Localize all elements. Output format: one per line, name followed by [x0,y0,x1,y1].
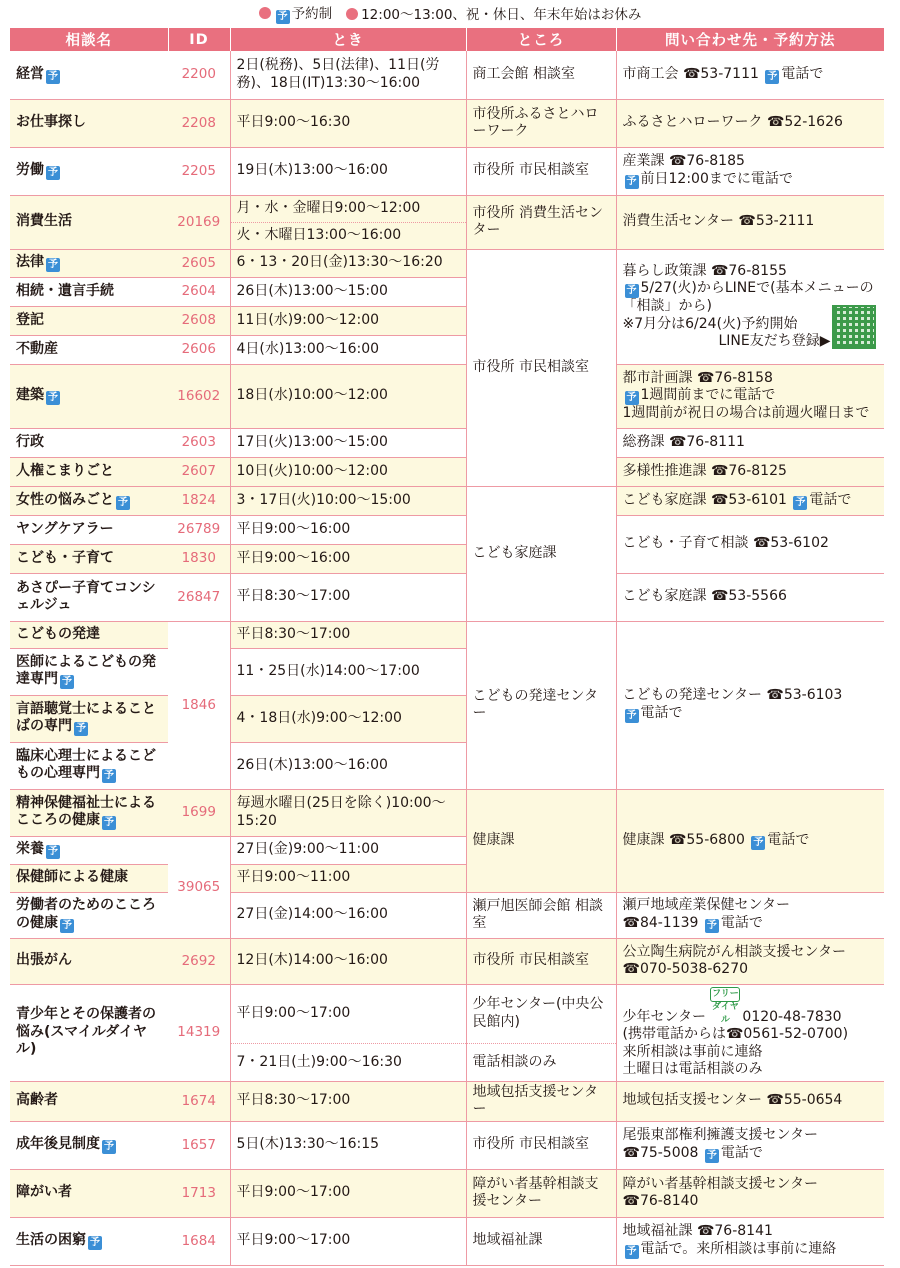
row-time: 平日8:30〜17:00 [230,1081,466,1121]
row-contact: 瀬戸地域産業保健センター ☎84-1139 予 電話で [616,892,884,938]
row-id: 2200 [168,51,230,99]
row-id: 1674 [168,1081,230,1121]
qr-code-icon[interactable] [832,305,876,349]
header-place: ところ [466,28,616,51]
table-row [10,249,884,277]
row-contact: 地域包括支援センター ☎55-0654 [616,1081,884,1121]
row-name: 出張がん [10,938,168,984]
table-row [10,99,884,147]
row-id: 2208 [168,99,230,147]
header-contact: 問い合わせ先・予約方法 [616,28,884,51]
reserve-icon: 予 [48,167,58,178]
row-id: 1684 [168,1217,230,1265]
row-time: 平日9:00〜16:00 [230,544,466,573]
row-time: 18日(水)10:00〜12:00 [230,364,466,428]
row-id: 2692 [168,938,230,984]
reserve-icon: 予 [104,817,114,829]
row-contact: 尾張東部権利擁護支援センター ☎75-5008 予 電話で [616,1121,884,1169]
row-name: 女性の悩みごと 予 [10,486,168,515]
reserve-icon: 予 [90,1237,100,1248]
table-row [10,364,884,428]
table-row [10,1217,884,1265]
row-place: 市役所 市民相談室 [466,1121,616,1169]
table-row [10,789,884,836]
row-place: 商工会館 相談室 [466,51,616,99]
table-row [10,457,884,486]
row-place: 市役所 消費生活センター [466,195,616,249]
row-name: こども・子育て [10,544,168,573]
row-name: 相続・遺言手続 [10,277,168,306]
row-time: 平日8:30〜17:00 [230,573,466,621]
row-contact: 都市計画課 ☎76-8158 予 1週間前までに電話で 1週間前が祝日の場合は前週火曜日まで [616,364,884,428]
row-time: 27日(金)14:00〜16:00 [230,892,466,938]
reserve-icon: 予 [706,1149,717,1161]
row-id: 1824 [168,486,230,515]
row-time: 3・17日(火)10:00〜15:00 [230,486,466,515]
row-time: 平日9:00〜17:00 [230,1217,466,1265]
row-time: 17日(火)13:00〜15:00 [230,428,466,457]
header-name: 相談名 [10,28,168,51]
reserve-icon: 予 [767,70,778,82]
row-contact: 総務課 ☎76-8111 [616,428,884,457]
row-time: 11日(水)9:00〜12:00 [230,306,466,335]
row-name: 成年後見制度 予 [10,1121,168,1169]
reserve-icon: 予 [753,836,764,848]
row-name: 労働 予 [10,147,168,195]
reserve-icon: 予 [104,770,114,782]
legend-hours: 12:00〜13:00、祝・休日、年末年始はお休み [346,3,641,23]
dot-icon [346,8,358,20]
row-time: 平日9:00〜16:30 [230,99,466,147]
row-time: 26日(木)13:00〜16:00 [230,742,466,789]
row-id: 2603 [168,428,230,457]
reserve-icon: 予 [62,676,72,688]
row-place: 市役所 市民相談室 [466,249,616,486]
row-name: 言語聴覚士によることばの専門 予 [10,695,168,742]
row-name: 栄養 予 [10,836,168,864]
reserve-icon: 予 [626,175,637,187]
row-contact: 市商工会 ☎53-7111 予 電話で [616,51,884,99]
row-contact: 多様性推進課 ☎76-8125 [616,457,884,486]
row-contact: こどもの発達センター ☎53-6103 予 電話で [616,621,884,789]
table-row [10,51,884,99]
consultation-table [10,28,884,1266]
row-time: 2日(税務)、5日(法律)、11日(労務)、18日(IT)13:30〜16:00 [230,51,466,99]
row-name: 保健師による健康 [10,864,168,892]
reserve-icon: 予 [104,1141,114,1152]
header-time: とき [230,28,466,51]
legend [0,0,900,26]
table-row [10,1121,884,1169]
row-time: 7・21日(土)9:00〜16:30 [230,1044,466,1081]
row-time: 4日(水)13:00〜16:00 [230,335,466,364]
reserve-icon: 予 [626,1245,637,1257]
table-row [10,938,884,984]
row-name: 障がい者 [10,1169,168,1217]
row-id: 2205 [168,147,230,195]
row-contact: 地域福祉課 ☎76-8141 予 電話で。来所相談は事前に連絡 [616,1217,884,1265]
row-id: 20169 [168,195,230,249]
freedial-icon: フリーダイヤル [711,988,739,1025]
table-row [10,573,884,621]
row-time: 10日(火)10:00〜12:00 [230,457,466,486]
row-name: 経営 予 [10,51,168,99]
legend-reserve: 予 予約制 [259,2,333,24]
row-place: 地域福祉課 [466,1217,616,1265]
row-time: 月・水・金曜日9:00〜12:00 [230,195,466,222]
row-id: 2608 [168,306,230,335]
header-id: ID [168,28,230,51]
row-place: 電話相談のみ [466,1044,616,1081]
row-name: こどもの発達 [10,621,168,648]
row-time: 平日9:00〜16:00 [230,515,466,544]
row-place: 市役所 市民相談室 [466,938,616,984]
reserve-icon: 予 [48,70,58,82]
row-name: あさぴー子育てコンシェルジュ [10,573,168,621]
row-name: 生活の困窮 予 [10,1217,168,1265]
row-time: 火・木曜日13:00〜16:00 [230,222,466,249]
row-place: 地域包括支援センター [466,1081,616,1121]
row-contact: 公立陶生病院がん相談支援センター ☎070-5038-6270 [616,938,884,984]
reserve-icon: 予 [626,285,637,296]
reserve-icon: 予 [626,709,637,721]
table-row [10,515,884,544]
row-name: 臨床心理士によるこどもの心理専門 予 [10,742,168,789]
table-row [10,984,884,1044]
row-place: 健康課 [466,789,616,892]
table-row [10,195,884,222]
reserve-icon: 予 [76,723,86,735]
table-row [10,147,884,195]
row-name: 消費生活 [10,195,168,249]
reserve-icon: 予 [48,846,58,857]
row-place: 少年センター(中央公民館内) [466,984,616,1044]
row-name: 登記 [10,306,168,335]
row-time: 毎週水曜日(25日を除く)10:00〜15:20 [230,789,466,836]
row-place: 障がい者基幹相談支援センター [466,1169,616,1217]
row-name: ヤングケアラー [10,515,168,544]
row-place: こども家庭課 [466,486,616,621]
row-contact: 健康課 ☎55-6800 予 電話で [616,789,884,892]
table-header [10,28,884,51]
reserve-icon: 予 [626,392,637,403]
reserve-icon: 予 [706,919,717,931]
row-time: 27日(金)9:00〜11:00 [230,836,466,864]
row-id: 16602 [168,364,230,428]
row-contact: こども・子育て相談 ☎53-6102 [616,515,884,573]
row-id: 26847 [168,573,230,621]
row-time: 平日9:00〜17:00 [230,984,466,1044]
row-time: 19日(木)13:00〜16:00 [230,147,466,195]
row-place: 瀬戸旭医師会館 相談室 [466,892,616,938]
table-row [10,486,884,515]
row-place: 市役所ふるさとハローワーク [466,99,616,147]
reserve-icon: 予 [62,919,72,931]
row-id: 2606 [168,335,230,364]
row-time: 4・18日(水)9:00〜12:00 [230,695,466,742]
row-contact: 少年センター フリーダイヤル 0120-48-7830 (携帯電話からは☎0561-52-0700) 来所相談は事前に連絡 土曜日は電話相談のみ [616,984,884,1081]
reserve-icon: 予 [48,259,58,270]
table-row [10,428,884,457]
row-name: 青少年とその保護者の悩み(スマイルダイヤル) [10,984,168,1081]
row-place: 市役所 市民相談室 [466,147,616,195]
row-contact: 産業課 ☎76-8185 予 前日12:00までに電話で [616,147,884,195]
row-name: 建築 予 [10,364,168,428]
row-contact: こども家庭課 ☎53-6101 予 電話で [616,486,884,515]
row-id: 2605 [168,249,230,277]
row-name: 高齢者 [10,1081,168,1121]
row-name: 不動産 [10,335,168,364]
row-time: 6・13・20日(金)13:30〜16:20 [230,249,466,277]
row-id: 1713 [168,1169,230,1217]
row-name: お仕事探し [10,99,168,147]
reserve-icon: 予 [277,11,288,22]
reserve-icon: 予 [795,496,806,508]
row-contact: ふるさとハローワーク ☎52-1626 [616,99,884,147]
row-id: 2604 [168,277,230,306]
row-time: 11・25日(水)14:00〜17:00 [230,648,466,695]
row-name: 行政 [10,428,168,457]
row-time: 26日(木)13:00〜15:00 [230,277,466,306]
table-row [10,621,884,648]
dot-icon [259,7,271,19]
row-time: 平日8:30〜17:00 [230,621,466,648]
reserve-icon: 予 [48,392,58,403]
row-time: 平日9:00〜11:00 [230,864,466,892]
row-id: 14319 [168,984,230,1081]
row-id: 39065 [168,836,230,938]
table-row [10,892,884,938]
row-name: 法律 予 [10,249,168,277]
table-row [10,1169,884,1217]
row-time: 平日9:00〜17:00 [230,1169,466,1217]
row-contact: こども家庭課 ☎53-5566 [616,573,884,621]
reserve-icon: 予 [118,496,128,508]
row-id: 2607 [168,457,230,486]
row-contact: 障がい者基幹相談支援センター ☎76-8140 [616,1169,884,1217]
row-id: 1846 [168,621,230,789]
row-place: こどもの発達センター [466,621,616,789]
row-time: 5日(木)13:30〜16:15 [230,1121,466,1169]
row-contact: 暮らし政策課 ☎76-8155 予 5/27(火)からLINEで(基本メニューの「相談」から) ※7月分は6/24(火)予約開始 LINE友だち登録▶ [616,249,884,364]
row-id: 26789 [168,515,230,544]
row-id: 1657 [168,1121,230,1169]
row-name: 人権こまりごと [10,457,168,486]
row-id: 1699 [168,789,230,836]
row-time: 12日(木)14:00〜16:00 [230,938,466,984]
row-name: 医師によるこどもの発達専門 予 [10,648,168,695]
row-name: 精神保健福祉士によるこころの健康 予 [10,789,168,836]
row-id: 1830 [168,544,230,573]
table-row [10,1081,884,1121]
row-contact: 消費生活センター ☎53-2111 [616,195,884,249]
row-name: 労働者のためのこころの健康 予 [10,892,168,938]
